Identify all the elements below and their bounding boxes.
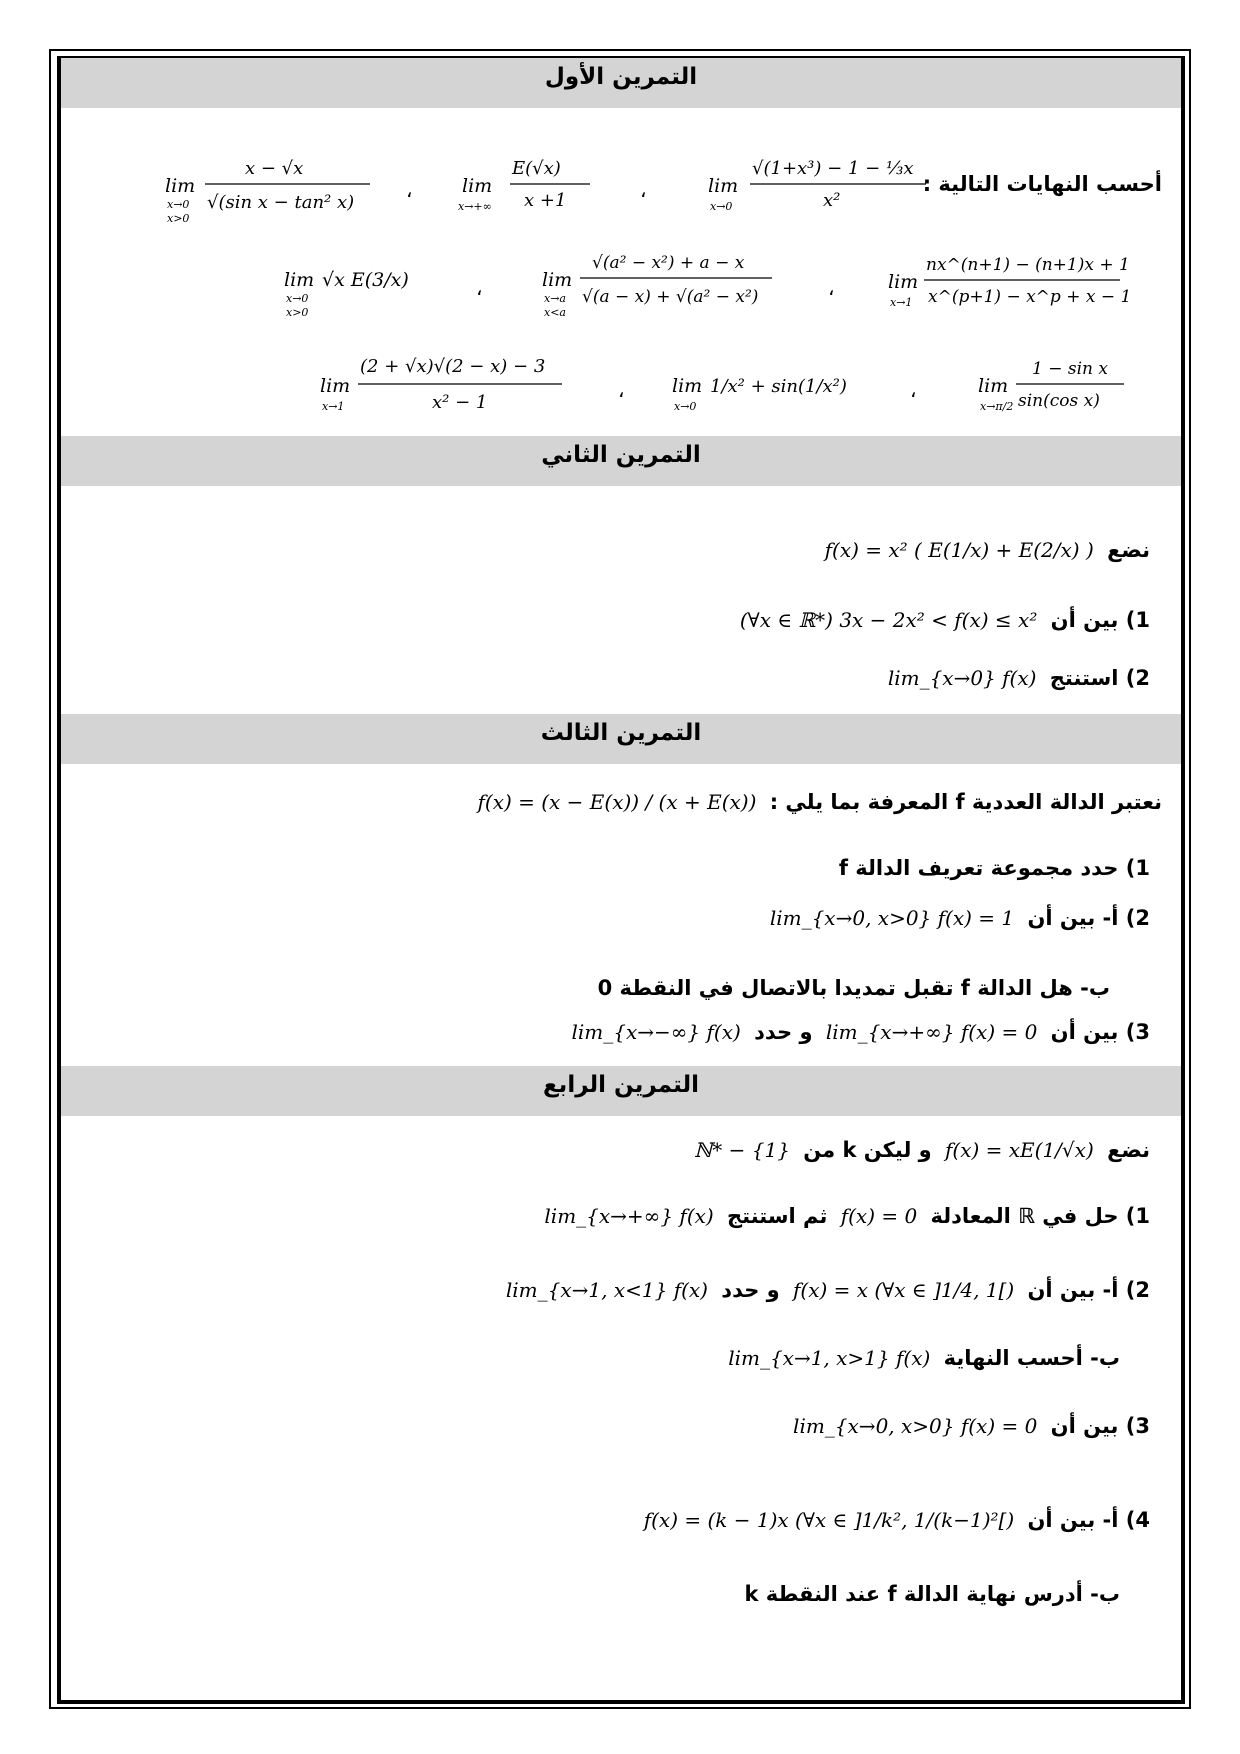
ex4-q2b-text: ب- أحسب النهاية (943, 1346, 1120, 1370)
svg-text:x→0: x→0 (710, 200, 733, 213)
ex4-q3-number: 3) (1125, 1414, 1150, 1438)
svg-text:√x E(3/x): √x E(3/x) (322, 269, 409, 291)
ex2-q1-math: (∀x ∈ ℝ*) 3x − 2x² < f(x) ≤ x² (739, 608, 1038, 632)
ex4-q3-text: بين أن (1050, 1414, 1119, 1438)
ex1-limit-9 (320, 348, 570, 433)
ex3-q1 (839, 856, 1150, 880)
svg-text:x→+∞: x→+∞ (458, 200, 492, 213)
svg-text:(2 + √x)√(2 − x) − 3: (2 + √x)√(2 − x) − 3 (360, 356, 546, 377)
ex3-q2a-math: lim_{x→0, x>0} f(x) = 1 (769, 906, 1015, 930)
svg-text:lim: lim (708, 175, 739, 197)
ex2-def-math: f(x) = x² ( E(1/x) + E(2/x) ) (824, 538, 1094, 562)
ex3-q1-number: 1) (1125, 856, 1150, 880)
ex1-limit-4-render (888, 248, 1132, 318)
svg-text:x>0: x>0 (286, 306, 309, 319)
ex1-limit-7-render (978, 352, 1138, 428)
ex4-q2b-math: lim_{x→1, x>1} f(x) (728, 1346, 931, 1370)
ex4-def-label: نضع (1107, 1138, 1150, 1162)
ex4-definition (688, 1138, 1150, 1162)
svg-text:x→0: x→0 (674, 400, 697, 413)
ex4-q1 (538, 1204, 1150, 1228)
ex3-q2a (764, 906, 1150, 930)
ex1-limit-8 (672, 352, 862, 433)
svg-text:x→a: x→a (544, 292, 566, 305)
ex1-limit-3-render (165, 150, 375, 226)
svg-text:x→0: x→0 (286, 292, 309, 305)
svg-text:√(a − x) + √(a² − x²): √(a − x) + √(a² − x²) (582, 287, 759, 307)
ex4-q1-number: 1) (1125, 1204, 1150, 1228)
ex1-limit-3 (165, 150, 375, 231)
ex4-q2a (500, 1278, 1150, 1302)
ex2-q2-math: lim_{x→0} f(x) (887, 666, 1037, 690)
ex4-title: التمرين الرابع (542, 1072, 700, 1098)
svg-text:√(sin x − tan² x): √(sin x − tan² x) (207, 192, 355, 213)
ex1-sep-1: ، (640, 178, 647, 202)
ex1-limit-4 (888, 248, 1132, 323)
ex1-limit-5 (542, 246, 782, 327)
ex4-q2b (722, 1346, 1120, 1370)
ex1-limit-1 (708, 150, 928, 225)
svg-text:x→1: x→1 (322, 400, 345, 413)
ex4-q1-text1: حل في ℝ المعادلة (930, 1204, 1119, 1228)
svg-text:sin(cos x): sin(cos x) (1018, 391, 1100, 411)
svg-text:lim: lim (672, 375, 703, 397)
ex1-limit-1-render (708, 150, 928, 220)
ex1-sep-4: ، (476, 276, 483, 300)
svg-text:lim: lim (978, 375, 1009, 397)
ex1-header (61, 58, 1181, 108)
ex1-sep-5: ، (910, 378, 917, 402)
ex2-header (61, 436, 1181, 486)
ex4-q2a-text2: و حدد (721, 1278, 780, 1302)
svg-text:lim: lim (888, 271, 919, 293)
svg-text:x²: x² (823, 190, 841, 211)
ex4-q4-number: 4) (1125, 1508, 1150, 1532)
ex3-q3-text2: و حدد (754, 1020, 813, 1044)
ex1-limit-8-render (672, 352, 862, 428)
ex4-q2a-text: أ- بين أن (1027, 1278, 1119, 1302)
svg-text:x→π/2: x→π/2 (980, 400, 1014, 413)
ex1-limit-6-render (284, 250, 444, 326)
ex3-q3 (565, 1020, 1150, 1044)
ex3-q3-math2: lim_{x→−∞} f(x) (571, 1020, 741, 1044)
ex4-q4a-text: أ- بين أن (1027, 1508, 1119, 1532)
svg-text:x>0: x>0 (167, 212, 190, 225)
svg-text:lim: lim (320, 375, 351, 397)
ex3-q2b: ب- هل الدالة f تقبل تمديدا بالاتصال في النقطة 0 (597, 976, 1110, 1000)
ex1-limit-9-render (320, 348, 570, 428)
svg-text:nx^(n+1) − (n+1)x + 1: nx^(n+1) − (n+1)x + 1 (926, 255, 1130, 275)
ex4-q4b: ب- أدرس نهاية الدالة f عند النقطة k (744, 1582, 1120, 1606)
ex2-q2-number: 2) (1125, 666, 1150, 690)
ex4-q4a-math: f(x) = (k − 1)x (∀x ∈ ]1/k², 1/(k−1)²[) (643, 1508, 1015, 1532)
ex4-header (61, 1066, 1181, 1116)
svg-text:√(a² − x²) + a − x: √(a² − x²) + a − x (592, 253, 745, 273)
ex1-sep-6: ، (618, 378, 625, 402)
ex1-intro: أحسب النهايات التالية : (922, 172, 1162, 196)
ex4-q1-math2: lim_{x→+∞} f(x) (544, 1204, 714, 1228)
ex3-q3-text1: بين أن (1050, 1020, 1119, 1044)
ex2-q2-text: استنتج (1049, 666, 1119, 690)
svg-text:x^(p+1) − x^p + x − 1: x^(p+1) − x^p + x − 1 (928, 287, 1132, 307)
ex4-q3-math: lim_{x→0, x>0} f(x) = 0 (793, 1414, 1038, 1438)
ex2-q1-number: 1) (1125, 608, 1150, 632)
ex1-limit-6 (284, 250, 444, 331)
ex2-title: التمرين الثاني (541, 442, 701, 468)
svg-text:1/x² + sin(1/x²): 1/x² + sin(1/x²) (710, 376, 847, 397)
svg-text:x² − 1: x² − 1 (432, 392, 488, 413)
ex4-q2a-math: f(x) = x (∀x ∈ ]1/4, 1[) (793, 1278, 1015, 1302)
ex3-q3-math1: lim_{x→+∞} f(x) = 0 (825, 1020, 1038, 1044)
ex1-sep-3: ، (828, 276, 835, 300)
ex1-limit-7 (978, 352, 1138, 433)
svg-text:x<a: x<a (544, 306, 566, 319)
svg-text:√(1+x³) − 1 − ⅓x: √(1+x³) − 1 − ⅓x (752, 158, 914, 179)
ex1-limit-5-render (542, 246, 782, 322)
svg-text:x→1: x→1 (890, 296, 913, 309)
ex1-title: التمرين الأول (544, 64, 698, 90)
ex2-q1-text: بين أن (1050, 608, 1119, 632)
ex4-q2-number: 2) (1125, 1278, 1150, 1302)
svg-text:lim: lim (284, 269, 315, 291)
svg-text:lim: lim (462, 175, 493, 197)
svg-text:E(√x): E(√x) (512, 158, 561, 179)
svg-text:lim: lim (542, 269, 573, 291)
ex3-intro: نعتبر الدالة العددية f المعرفة بما يلي : (769, 790, 1162, 814)
ex2-def-label: نضع (1107, 538, 1150, 562)
svg-text:x→0: x→0 (167, 198, 190, 211)
ex3-header (61, 714, 1181, 764)
ex3-q1-text: حدد مجموعة تعريف الدالة f (838, 856, 1119, 880)
ex2-q2 (882, 666, 1150, 690)
ex3-q2-number: 2) (1125, 906, 1150, 930)
ex4-def-math: f(x) = xE(1/√x) (945, 1138, 1094, 1162)
svg-text:1 − sin x: 1 − sin x (1032, 359, 1108, 379)
ex3-title: التمرين الثالث (540, 720, 702, 746)
ex4-q1-text2: ثم استنتج (727, 1204, 828, 1228)
ex4-q2a-math2: lim_{x→1, x<1} f(x) (505, 1278, 708, 1302)
ex4-def-text2: و ليكن k من (803, 1138, 932, 1162)
ex2-q1 (734, 608, 1150, 632)
ex4-q4a (638, 1508, 1150, 1532)
ex4-q3 (787, 1414, 1150, 1438)
ex3-intro-line (471, 790, 1162, 814)
ex1-limit-2 (458, 150, 602, 225)
ex3-def-math: f(x) = (x − E(x)) / (x + E(x)) (477, 790, 757, 814)
svg-text:x − √x: x − √x (245, 158, 304, 179)
svg-text:lim: lim (165, 175, 196, 197)
ex4-def-math2: ℕ* − {1} (694, 1138, 790, 1162)
ex2-definition (819, 538, 1150, 562)
svg-text:x +1: x +1 (524, 190, 567, 211)
ex1-sep-2: ، (406, 178, 413, 202)
ex3-q3-number: 3) (1125, 1020, 1150, 1044)
ex4-q1-math1: f(x) = 0 (840, 1204, 918, 1228)
ex3-q2a-text: أ- بين أن (1027, 906, 1119, 930)
ex1-limit-2-render (458, 150, 602, 220)
